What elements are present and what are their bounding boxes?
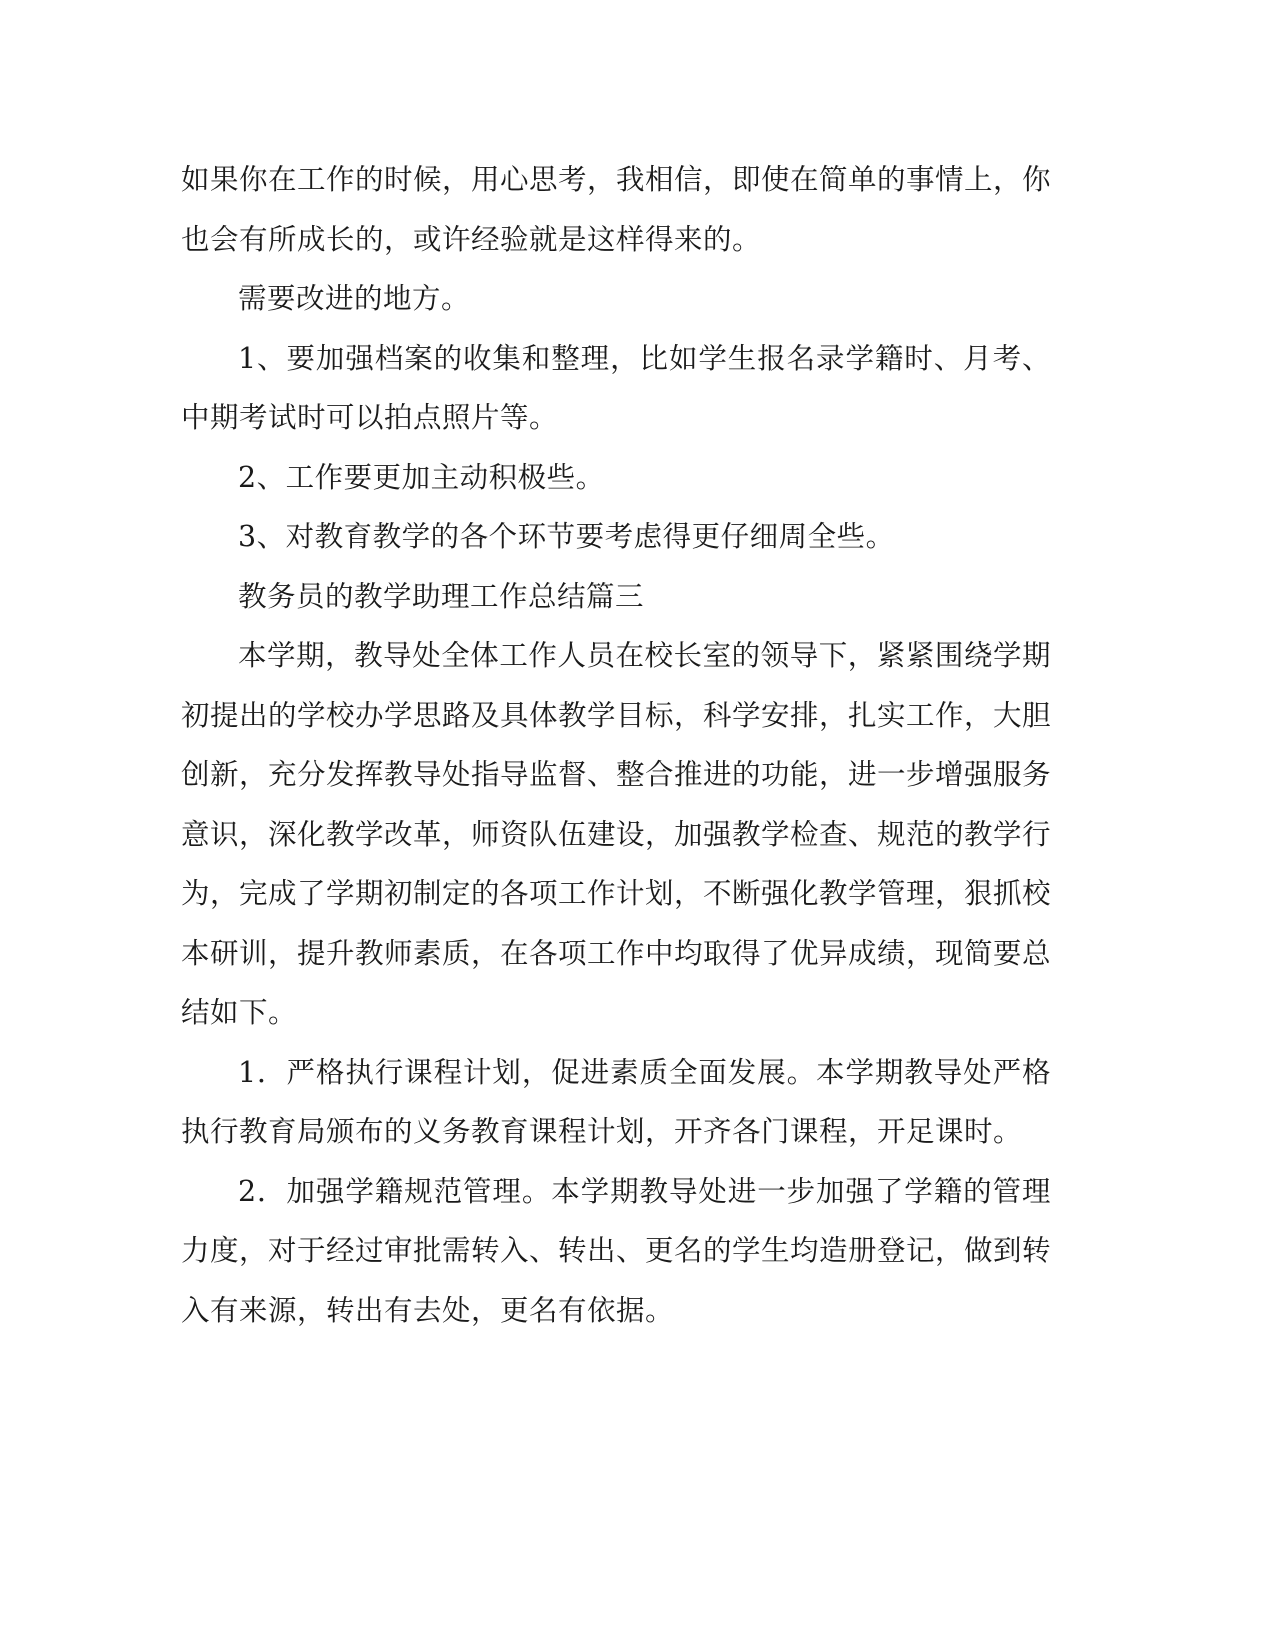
paragraph-improvement-item-1: 1、要加强档案的收集和整理，比如学生报名录学籍时、月考、中期考试时可以拍点照片等。 xyxy=(181,341,1051,434)
paragraph-improvement-heading: 需要改进的地方。 xyxy=(238,282,471,315)
section-title: 教务员的教学助理工作总结篇三 xyxy=(238,579,645,613)
paragraph-continuation: 如果你在工作的时候，用心思考，我相信，即使在简单的事情上，你也会有所成长的，或许经验就是这样得来的。 xyxy=(181,163,1052,256)
paragraph-point-2: 2．加强学籍规范管理。本学期教导处进一步加强了学籍的管理力度，对于经过审批需转入、转出、更名的学生均造册登记，做到转入有来源，转出有去处，更名有依据。 xyxy=(181,1174,1052,1327)
document-body xyxy=(181,150,1051,1340)
paragraph-point-1: 1．严格执行课程计划，促进素质全面发展。本学期教导处严格执行教育局颁布的义务教育课程计划，开齐各门课程，开足课时。 xyxy=(181,1055,1051,1148)
paragraph-improvement-item-3: 3、对教育教学的各个环节要考虑得更仔细周全些。 xyxy=(238,520,895,553)
paragraph-improvement-item-2: 2、工作要更加主动积极些。 xyxy=(238,460,605,494)
paragraph-intro: 本学期，教导处全体工作人员在校长室的领导下，紧紧围绕学期初提出的学校办学思路及具体教学目标，科学安排，扎实工作，大胆创新，充分发挥教导处指导监督、整合推进的功能，进一步增强服务意识，深化教学改革，师资队伍建设，加强教学检查、规范的教学行为，完成了学期初制定的各项工作计划，不断强化教学管理，狠抓校本研训，提升教师素质，在各项工作中均取得了优异成绩，现简要总结如下。 xyxy=(181,639,1052,1029)
